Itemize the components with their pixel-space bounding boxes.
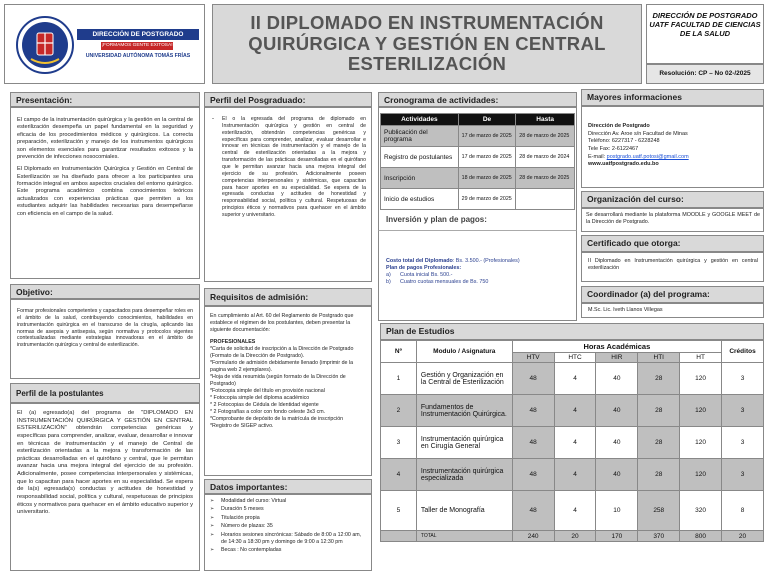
website-link[interactable]: www.uatfpostgrado.edu.bo <box>588 161 659 168</box>
cronograma-heading: Cronograma de actividades: <box>378 92 577 107</box>
presentacion-p1: El campo de la instrumentación quirúrgica y la gestión en la central de esterilización desempeña un papel fundamental en la seguridad y eficacia de los procedimientos médicos y quirúrgicos. La correcta preparación, esterilización y manejo de los instrumentos quirúrgicos son elementos esenciales para garantizar resultados exitosos y la prevención de infecciones nosocomiales. <box>17 117 193 160</box>
inversion-heading-hidden: Inversión y plan de pagos: <box>386 215 487 224</box>
col-subheader: HIR <box>596 352 638 362</box>
table-cell: 17 de marzo de 2025 <box>458 126 516 147</box>
table-row <box>381 189 575 210</box>
table-cell: 40 <box>596 363 638 395</box>
datos-item: ➢ Duración 5 meses <box>210 506 368 513</box>
coordinador-heading: Coordinador (a) del programa: <box>581 286 764 303</box>
table-cell: 3 <box>381 427 417 459</box>
table-cell: 48 <box>512 427 554 459</box>
logo-block <box>4 4 205 84</box>
table-row <box>381 427 764 459</box>
requisitos-item: * 2 Fotocopias de Cédula de Identidad vigente <box>210 401 319 408</box>
resolution-label: Resolución: CP – No 02-/2025 <box>646 64 764 84</box>
table-header-row <box>381 114 575 126</box>
certificado-heading: Certificado que otorga: <box>581 235 764 252</box>
table-cell: 18 de marzo de 2025 <box>458 168 516 189</box>
inversion-plan-label: Plan de pagos Profesionales: <box>386 265 462 272</box>
table-cell: 20 <box>722 531 764 542</box>
perfil-postulantes-heading: Perfil de la postulantes <box>10 383 200 403</box>
requisitos-item: *Comprobante de depósito de la matrícula de inscripción <box>210 415 344 422</box>
presentacion-p2: El Diplomado en Instrumentación Quirúrgica y Gestión en Central de Esterilización se ha diseñado para ofrecer a los participantes una formación integral en ambos aspectos cruciales del entorno quirúrgico. Este programa académico combina conocimientos teóricos actualizados con experiencias prácticas que permiten a los estudiantes adquirir las habilidades necesarias para desempeñarse con eficiencia en el campo de la salud. <box>17 166 193 217</box>
table-cell: 28 <box>638 363 680 395</box>
presentacion-heading: Presentación: <box>10 92 200 107</box>
table-cell: 240 <box>512 531 554 542</box>
list-item: a) Cuota inicial Bs. 500.- <box>386 272 453 279</box>
table-cell: 4 <box>381 459 417 491</box>
table-cell: 17 de marzo de 2025 <box>458 147 516 168</box>
table-cell: 4 <box>554 395 596 427</box>
table-cell: 29 de marzo de 2025 <box>458 189 516 210</box>
requisitos-item: *Hoja de vida resumida (según formato de la Dirección de Postgrado) <box>210 373 346 387</box>
table-cell: 28 de marzo de 2024 <box>516 147 575 168</box>
logo-slogan: ¡FORMAMOS GENTE EXITOSA! <box>101 43 173 48</box>
table-cell: 3 <box>722 363 764 395</box>
table-cell: 40 <box>596 427 638 459</box>
table-cell: Gestión y Organización en la Central de Esterilización <box>416 363 512 395</box>
datos-item: ➢ Becas : No contempladas <box>210 547 368 554</box>
table-cell: 120 <box>680 459 722 491</box>
table-cell: 48 <box>512 459 554 491</box>
table-cell <box>381 531 417 542</box>
table-cell: 120 <box>680 395 722 427</box>
col-header: Actividades <box>381 114 459 126</box>
certificado-text: II Diplomado en Instrumentación quirúrgica y gestión en central esterilización <box>588 258 758 272</box>
table-cell: 258 <box>638 491 680 531</box>
table-row <box>381 147 575 168</box>
table-cell: Registro de postulantes <box>381 147 459 168</box>
requisitos-intro: En cumplimiento al Art. 60 del Reglamento de Postgrado que establece el régimen de los postulantes, deben presentar la siguiente documentación: <box>210 313 354 333</box>
datos-list <box>210 498 368 556</box>
title-box <box>212 4 642 84</box>
table-row <box>381 395 764 427</box>
table-cell: Inscripción <box>381 168 459 189</box>
institution-label: DIRECCIÓN DE POSTGRADO UATF FACULTAD DE CIENCIAS DE LA SALUD <box>646 4 764 64</box>
presentacion-text <box>17 117 193 223</box>
table-header-row <box>381 341 764 353</box>
perfil-posgraduado-text: El o la egresada del programa de diplomado en Instrumentación quirúrgica y gestión en central de esterilización, obtendrán competencias genéricas y específicas para comprender, analizar, evaluar desarrollar e innovar en técnicas de instrumentación y el manejo de la central de esterilización orientadas a la mejora y transformación de las prácticas desarrolladas en el quirófano que le permitan avanzar hacia una mejora integral del ejercicio de su profesión. Adicionalmente poseen competencias interpersonales y sistémicas, que capacitan para hacer aportes en su especialidad. Se espera de la egresada conductas y actitudes de honestidad y responsabilidad social, política y cultural. Respetuosas de principios éticos y normativos para quehacer en el ámbito superior y universitario. <box>222 116 366 219</box>
table-cell: 28 de marzo de 2025 <box>516 168 575 189</box>
mayores-fax: Tele Fax: 2-6122467 <box>588 146 639 153</box>
table-cell: 3 <box>722 459 764 491</box>
table-cell: Instrumentación quirúrgica en Cirugía General <box>416 427 512 459</box>
table-cell: 28 <box>638 395 680 427</box>
table-cell: 320 <box>680 491 722 531</box>
table-cell: TOTAL <box>416 531 512 542</box>
inversion-total-label: Costo total del Diplomado <box>386 258 453 264</box>
mayores-heading: Mayores informaciones <box>581 89 764 106</box>
email-link[interactable]: postgrado.uatf.potosi@gmail.com <box>606 153 689 160</box>
table-cell: 40 <box>596 459 638 491</box>
bullet-dash: - <box>212 116 214 122</box>
page-title: II DIPLOMADO EN INSTRUMENTACIÓN QUIRÚRGICA Y GESTIÓN EN CENTRAL ESTERILIZACIÓN <box>248 11 606 75</box>
requisitos-heading: Requisitos de admisión: <box>204 288 372 306</box>
table-cell: 5 <box>381 491 417 531</box>
organizacion-heading: Organización del curso: <box>581 191 764 208</box>
table-cell: 800 <box>680 531 722 542</box>
table-cell: Instrumentación quirúrgica especializada <box>416 459 512 491</box>
datos-heading: Datos importantes: <box>204 479 372 494</box>
requisitos-item: * Fotocopia simple del diploma académico <box>210 394 310 401</box>
col-subheader: HTV <box>512 352 554 362</box>
table-cell <box>516 189 575 210</box>
table-cell: Publicación del programa <box>381 126 459 147</box>
table-cell: 8 <box>722 491 764 531</box>
table-cell: 48 <box>512 491 554 531</box>
requisitos-item: *Registro de SIGEP activo. <box>210 422 274 429</box>
table-cell: 4 <box>554 427 596 459</box>
table-row <box>381 491 764 531</box>
requisitos-sub: PROFESIONALES <box>210 338 256 345</box>
table-row <box>381 459 764 491</box>
requisitos-content <box>210 313 366 430</box>
table-cell: 120 <box>680 427 722 459</box>
coordinador-name: M.Sc. Lic. Iveth Llanos Villegas <box>588 307 663 313</box>
cronograma-table <box>380 113 575 210</box>
table-row <box>381 168 575 189</box>
col-header: Modulo / Asignatura <box>416 341 512 363</box>
plan-heading: Plan de Estudios <box>380 323 764 340</box>
requisitos-item: * 2 Fotografías a color con fondo celeste 3x3 cm. <box>210 408 326 415</box>
organizacion-text: Se desarrollará mediante la plataforma MOODLE y GOOGLE MEET de la Dirección de Postgrado. <box>586 212 760 226</box>
col-header: De <box>458 114 516 126</box>
logo-university: UNIVERSIDAD AUTÓNOMA TOMÁS FRÍAS <box>85 53 191 59</box>
list-item: b) Cuatro cuotas mensuales de Bs. 750 <box>386 279 489 286</box>
table-cell: 20 <box>554 531 596 542</box>
mayores-address: Dirección Av. Aroe s/n Facultad de Minas <box>588 130 688 137</box>
col-subheader: HT <box>680 352 722 362</box>
table-cell: 10 <box>596 491 638 531</box>
requisitos-item: *Formulario de admisión debidamente llenado (imprimir de la pagina web 2 ejemplares). <box>210 359 354 373</box>
table-row <box>381 126 575 147</box>
table-cell: 4 <box>554 363 596 395</box>
col-header: Horas Académicas <box>512 341 721 353</box>
datos-item: ➢ Horarios sesiones sincrónicas: Sábado de 8:00 a 12:00 am, de 14:30 a 18:30 pm y domingo de 9:00 a 12:30 pm <box>210 532 368 546</box>
table-cell: 40 <box>596 395 638 427</box>
table-cell: 28 de marzo de 2025 <box>516 126 575 147</box>
datos-item: ➢ Modalidad del curso: Virtual <box>210 498 368 505</box>
table-cell: 48 <box>512 395 554 427</box>
requisitos-item: *Carta de solicitud de inscripción a la Dirección de Postgrado (Formato de la Dirección de Postgrado). <box>210 345 354 359</box>
requisitos-item: *Fotocopia simple del título en provisión nacional <box>210 387 325 394</box>
table-cell: 170 <box>596 531 638 542</box>
logo-unit: DIRECCIÓN DE POSTGRADO <box>77 29 199 40</box>
datos-item: ➢ Número de plazas: 35 <box>210 523 368 530</box>
datos-item: ➢ Titulación propia <box>210 515 368 522</box>
mayores-phone: Teléfono: 6227317 - 6228248 <box>588 138 660 145</box>
table-cell: 48 <box>512 363 554 395</box>
plan-table <box>380 340 764 542</box>
col-subheader: HTI <box>638 352 680 362</box>
table-cell: Inicio de estudios <box>381 189 459 210</box>
col-subheader: HTC <box>554 352 596 362</box>
table-cell: 3 <box>722 395 764 427</box>
perfil-postulantes-text: El (a) egresado(a) del programa de "DIPLOMADO EN INSTRUMENTACIÓN QUIRÚRGICA Y GESTIÓN EN CENTRAL ESTERILIZACIÓN" obtendrán competencias genéricas y específicas para comprender, analizar, evaluar, desarrollar e innovar en técnicas de instrumentación y el manejo de Central de esterilización orientadas a la mejora y transformación de las prácticas desarrolladas en el quirófano y central, que le permitan avanzar hacia una mejora integral del ejercicio de su profesión. Adicionalmente, posee competencias interpersonales y sistémicas, que lo capacitan para hacer aportes en su especialidad. Se espera de la(s) egresada(s) conductas y actitudes de honestidad y responsabilidad social, política y cultural, respetuosas de principios éticos y normativos para quehacer en el ámbito educativo superior y universitario. <box>17 410 193 516</box>
table-cell: 1 <box>381 363 417 395</box>
table-row <box>381 363 764 395</box>
table-cell: 3 <box>722 427 764 459</box>
table-cell: 2 <box>381 395 417 427</box>
objetivo-heading: Objetivo: <box>10 284 200 299</box>
table-cell: 28 <box>638 427 680 459</box>
table-cell: 370 <box>638 531 680 542</box>
university-seal-icon <box>15 15 75 75</box>
col-header: Créditos <box>722 341 764 363</box>
table-cell: 4 <box>554 491 596 531</box>
table-cell: 4 <box>554 459 596 491</box>
inversion-content <box>386 258 572 287</box>
table-cell: Fundamentos de Instrumentación Quirúrgica. <box>416 395 512 427</box>
mayores-content: Dirección de Postgrado Dirección Av. Aroe s/n Facultad de Minas Teléfono: 6227317 - 6228248 Tele Fax: 2-6122467 E-mail: postgrado.uatf.potosi@gmail.com www.uatfpostgrado.edu.bo <box>588 123 760 169</box>
table-total-row <box>381 531 764 542</box>
table-cell: 120 <box>680 363 722 395</box>
objetivo-text: Formar profesionales competentes y capacitados para desempeñar roles en el ámbito de la salud, contribuyendo conocimientos, habilidades en instrumentación quirúrgica en el transcurso de la cirugía, aplicando las normas de asepsia y antisepsia, según normativa y protocolos vigentes contextualizadas mediante estrategias innovadoras en el ámbito de instrumentación quirúrgica y central de esterilización. <box>17 308 193 349</box>
table-cell: Taller de Monografía <box>416 491 512 531</box>
perfil-posgraduado-heading: Perfil del Posgraduado: <box>204 92 372 107</box>
inversion-total-value: : Bs. 3.500.- (Profesionales) <box>452 258 520 264</box>
mayores-name: Dirección de Postgrado <box>588 123 650 129</box>
col-header: Nº <box>381 341 417 363</box>
table-cell: 28 <box>638 459 680 491</box>
col-header: Hasta <box>516 114 575 126</box>
